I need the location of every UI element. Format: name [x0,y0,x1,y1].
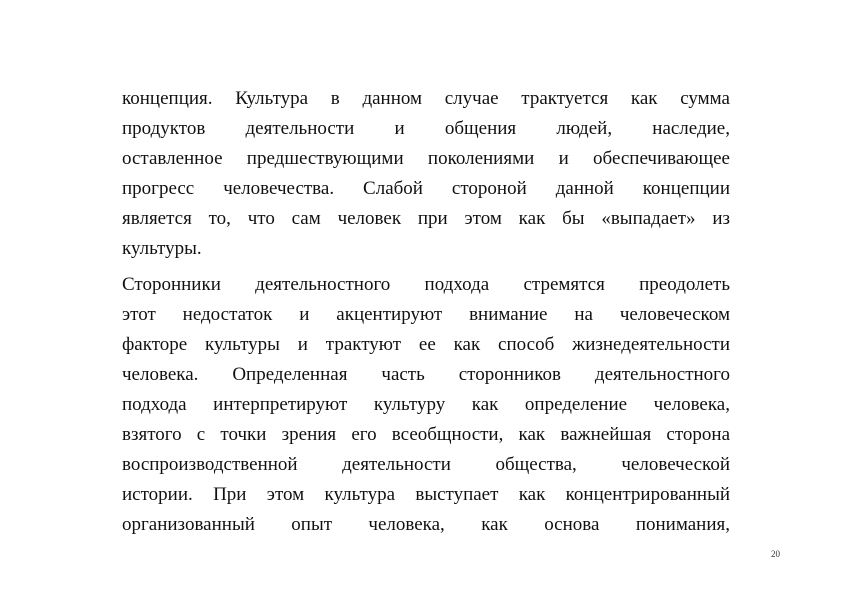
text-line: прогресс человечества. Слабой стороной данной концепции [122,178,730,199]
text-line: организованный опыт человека, как основа понимания, [122,514,730,535]
text-line: человека. Определенная часть сторонников деятельностного [122,364,730,385]
text-line: взятого с точки зрения его всеобщности, как важнейшая сторона [122,424,730,445]
text-line: является то, что сам человек при этом как бы «выпадает» из [122,208,730,229]
text-line: Сторонники деятельностного подхода стремятся преодолеть [122,274,730,295]
text-line: воспроизводственной деятельности общества, человеческой [122,454,730,475]
text-line: факторе культуры и трактуют ее как способ жизнедеятельности [122,334,730,355]
body-text [122,84,730,540]
text-line: оставленное предшествующими поколениями и обеспечивающее [122,148,730,169]
paragraph-2 [122,270,730,540]
text-line: продуктов деятельности и общения людей, наследие, [122,118,730,139]
text-line: подхода интерпретируют культуру как определение человека, [122,394,730,415]
page-number: 20 [771,549,780,559]
text-line: этот недостаток и акцентируют внимание на человеческом [122,304,730,325]
text-line: концепция. Культура в данном случае трактуется как сумма [122,88,730,109]
text-line: истории. При этом культура выступает как концентрированный [122,484,730,505]
text-line: культуры. [122,238,202,259]
paragraph-1 [122,84,730,264]
